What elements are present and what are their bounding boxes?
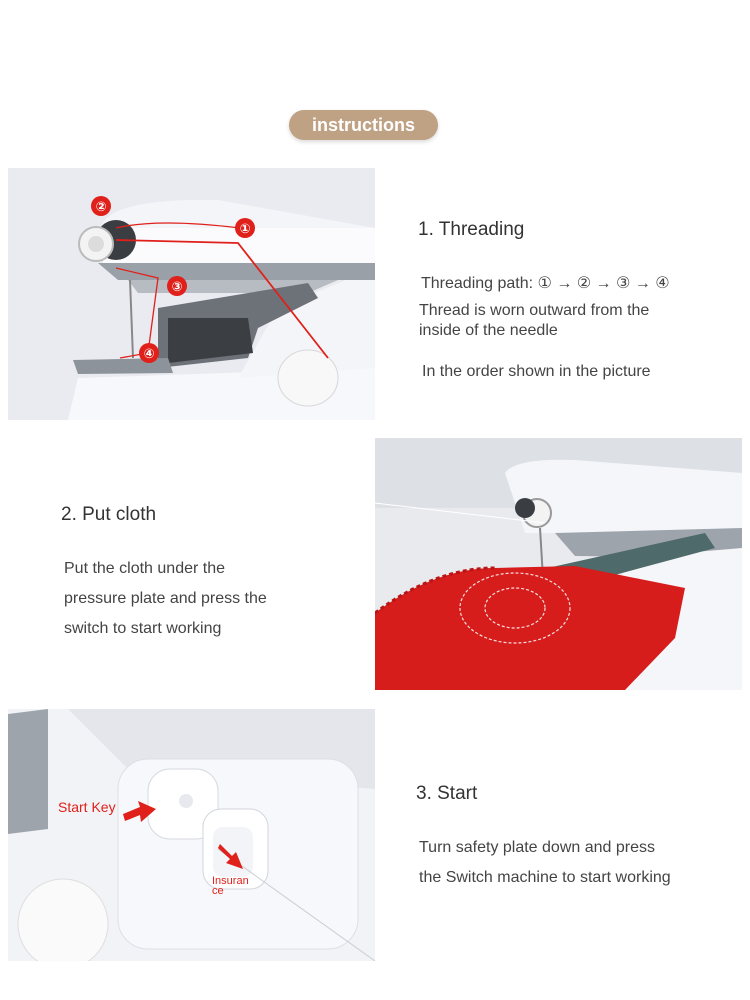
step-1-threading-path: Threading path: ① → ② → ③ → ④ [421, 275, 670, 292]
marker-2: ② [95, 200, 107, 215]
step-1-line-3: inside of the needle [419, 322, 558, 339]
start-illustration [8, 709, 375, 961]
marker-1: ① [239, 222, 251, 237]
step-3-line-2: the Switch machine to start working [419, 869, 671, 886]
instructions-badge: instructions [289, 110, 438, 140]
threading-illustration [8, 168, 375, 420]
insurance-callout-line-2: ce [212, 885, 224, 897]
marker-3: ③ [171, 280, 183, 295]
step-1-line-4: In the order shown in the picture [422, 363, 651, 380]
insurance-callout-line-1: Insuran [212, 875, 249, 887]
start-photo [8, 709, 375, 961]
threading-photo [8, 168, 375, 420]
step-1-title: 1. Threading [418, 219, 525, 240]
step-2-line-1: Put the cloth under the [64, 560, 225, 577]
step-3-line-1: Turn safety plate down and press [419, 839, 655, 856]
step-2-title: 2. Put cloth [61, 504, 157, 525]
step-1-line-2: Thread is worn outward from the [419, 302, 650, 319]
marker-4: ④ [143, 347, 155, 362]
step-2-line-2: pressure plate and press the [64, 590, 267, 607]
step-2-line-3: switch to start working [64, 620, 222, 637]
put-cloth-photo [375, 438, 742, 690]
start-key-callout: Start Key [58, 799, 116, 815]
step-3-title: 3. Start [416, 783, 478, 804]
cloth-illustration [375, 438, 742, 690]
